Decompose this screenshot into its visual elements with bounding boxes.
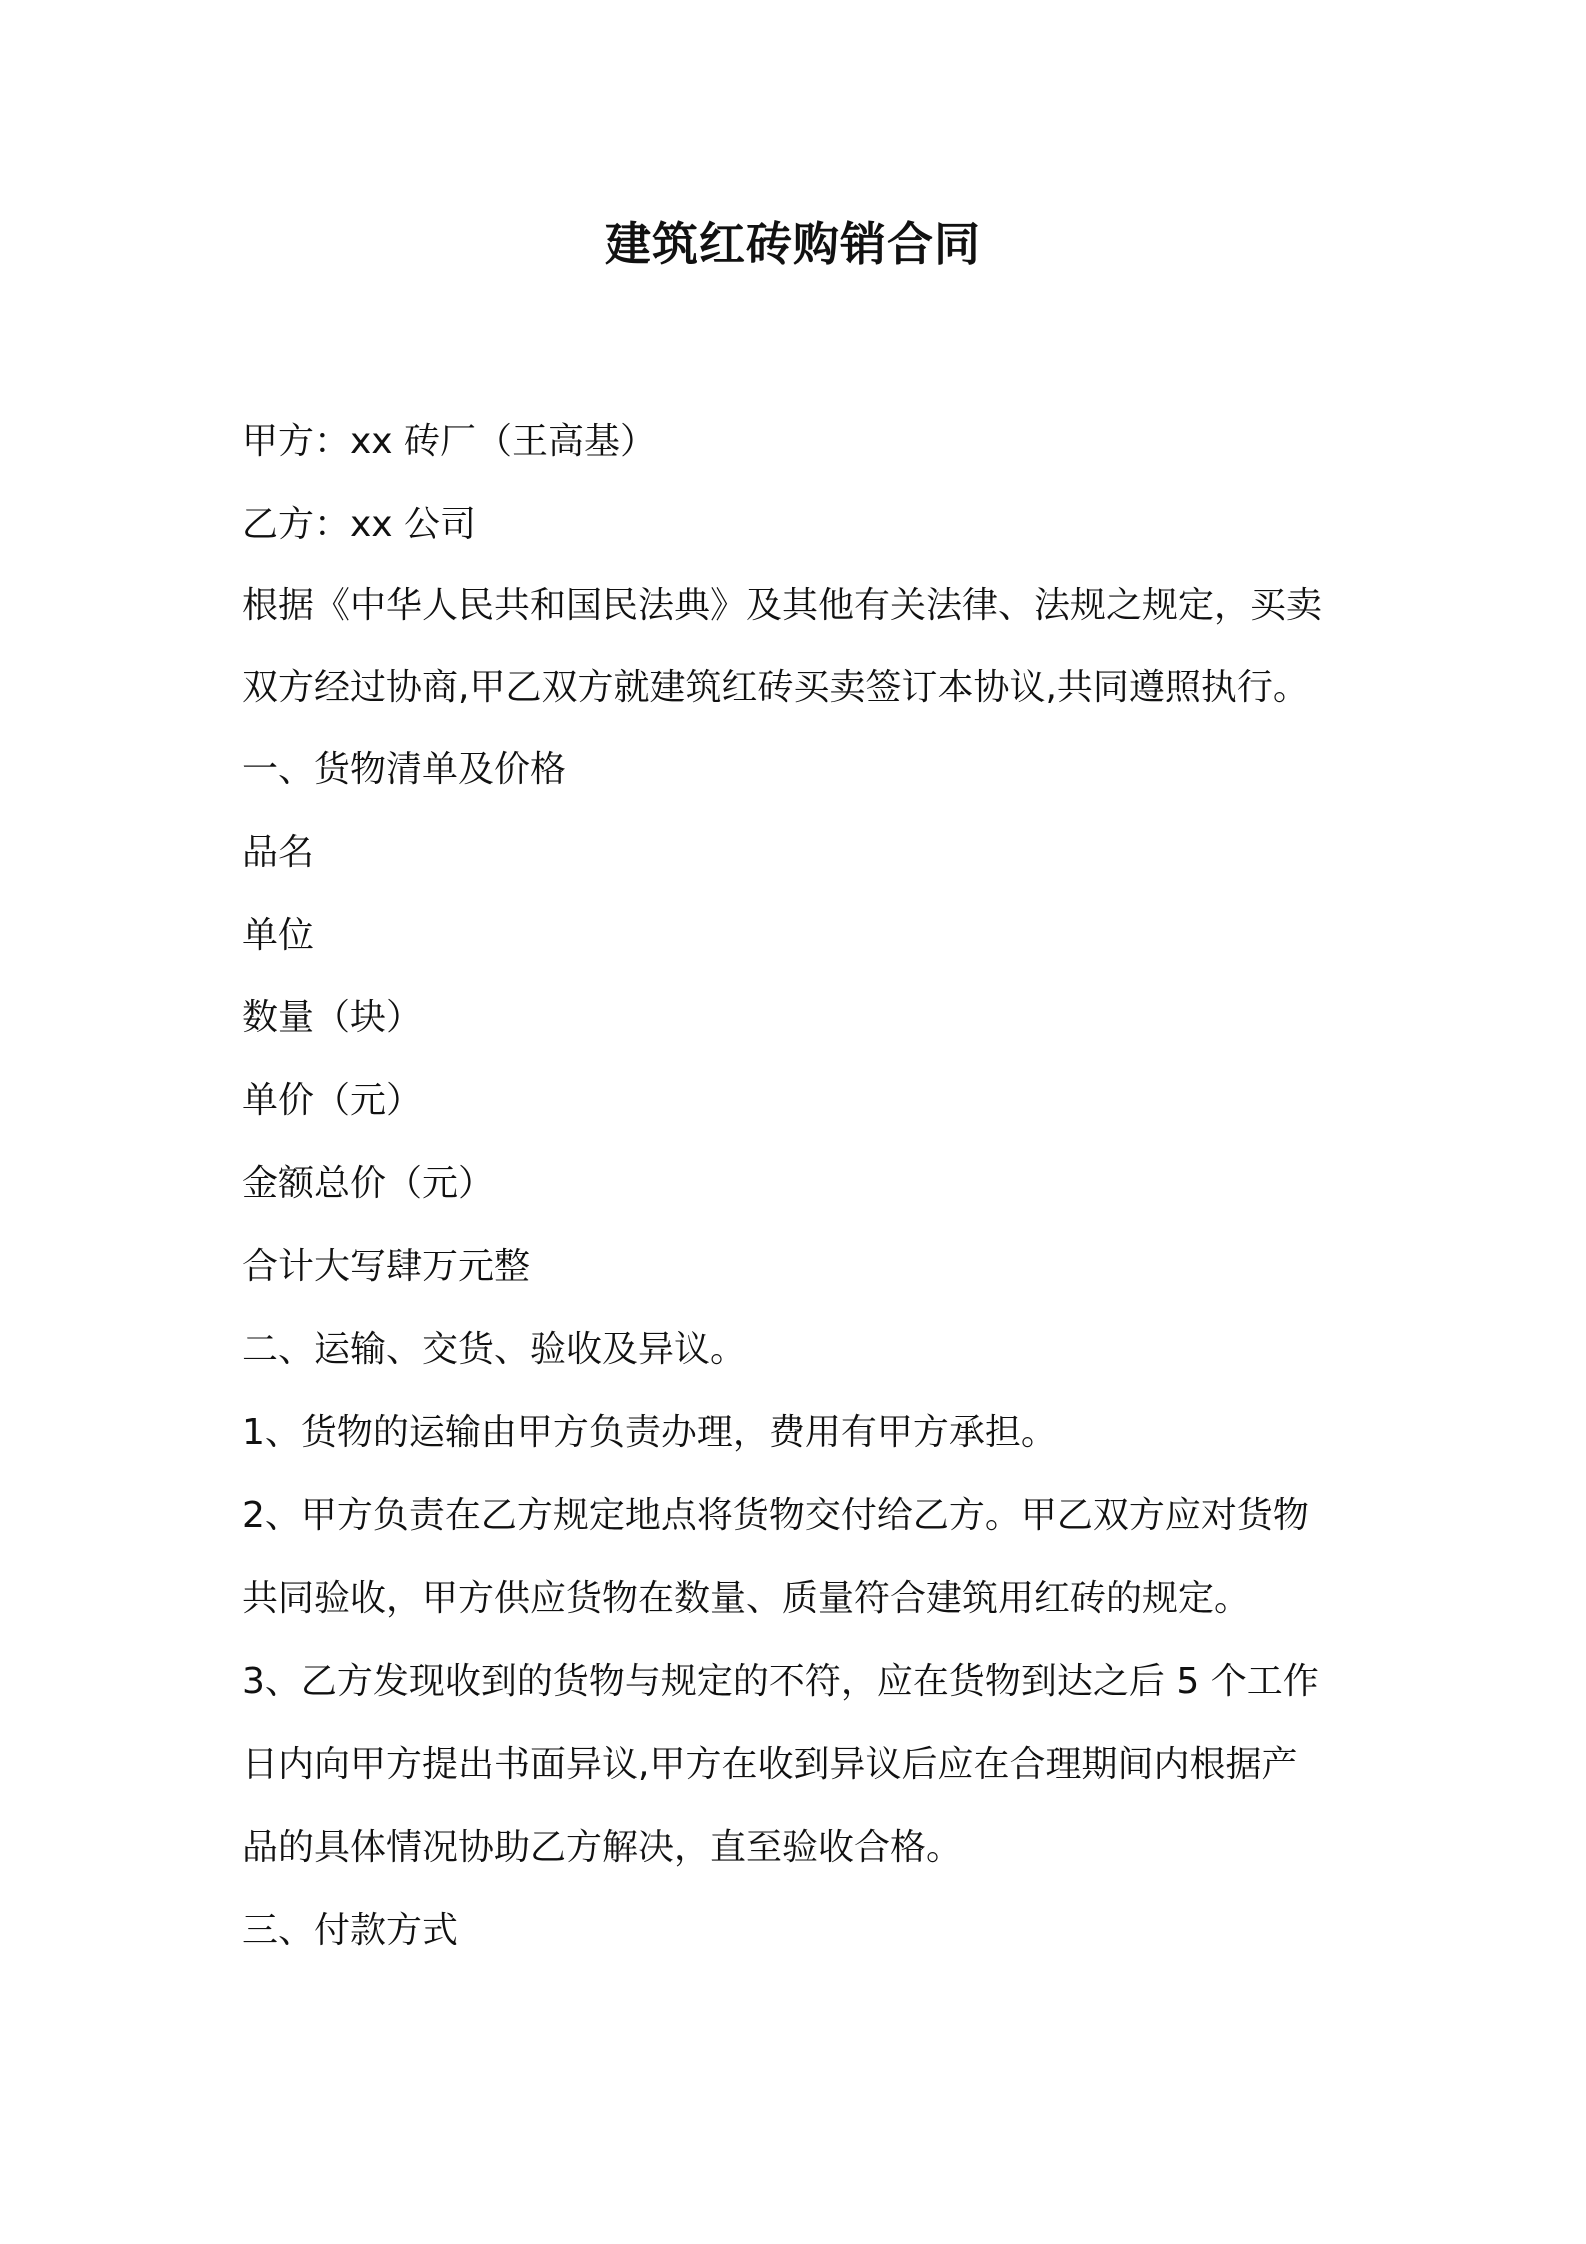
- item-unit: 单位: [242, 915, 315, 956]
- clause-2-3-line-1: 3、乙方发现收到的货物与规定的不符，应在货物到达之后 5 个工作: [242, 1661, 1319, 1702]
- clause-2-2-line-2: 共同验收，甲方供应货物在数量、质量符合建筑用红砖的规定。: [242, 1578, 1251, 1619]
- document-title: 建筑红砖购销合同: [605, 217, 981, 271]
- section-2-heading: 二、运输、交货、验收及异议。: [242, 1329, 747, 1370]
- section-3-heading: 三、付款方式: [242, 1910, 459, 1951]
- item-quantity: 数量（块）: [242, 997, 423, 1038]
- section-1-heading: 一、货物清单及价格: [242, 749, 567, 790]
- clause-2-2-line-1: 2、甲方负责在乙方规定地点将货物交付给乙方。甲乙双方应对货物: [242, 1495, 1309, 1536]
- preamble-line-2: 双方经过协商,甲乙双方就建筑红砖买卖签订本协议,共同遵照执行。: [242, 667, 1309, 708]
- item-product-name: 品名: [242, 832, 315, 873]
- item-total-in-words: 合计大写肆万元整: [242, 1246, 531, 1287]
- item-total-amount: 金额总价（元）: [242, 1163, 495, 1204]
- party-b-line: 乙方：xx 公司: [242, 504, 477, 545]
- clause-2-3-line-3: 品的具体情况协助乙方解决，直至验收合格。: [242, 1827, 963, 1868]
- item-unit-price: 单价（元）: [242, 1080, 423, 1121]
- clause-2-3-line-2: 日内向甲方提出书面异议,甲方在收到异议后应在合理期间内根据产: [242, 1744, 1298, 1785]
- clause-2-1: 1、货物的运输由甲方负责办理，费用有甲方承担。: [242, 1412, 1057, 1453]
- preamble-line-1: 根据《中华人民共和国民法典》及其他有关法律、法规之规定，买卖: [242, 585, 1323, 626]
- party-a-line: 甲方：xx 砖厂（王高基）: [242, 421, 657, 462]
